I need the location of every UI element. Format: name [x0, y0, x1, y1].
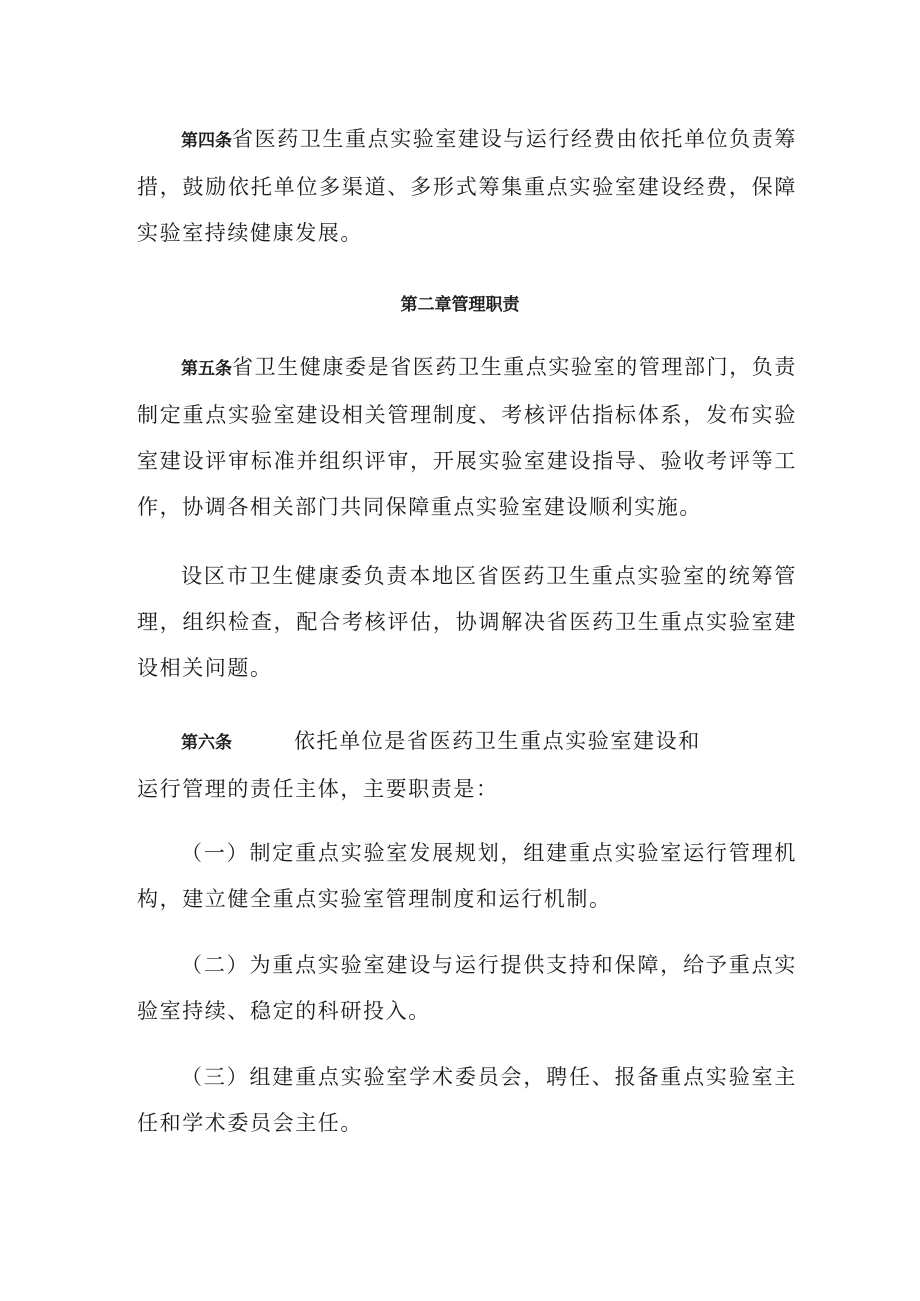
article-6-item-2: （二）为重点实验室建设与运行提供支持和保障，给予重点实验室持续、稳定的科研投入。: [137, 953, 797, 1023]
article-5-paragraph-2: 设区市卫生健康委负责本地区省医药卫生重点实验室的统筹管理，组织检查，配合考核评估，协调解决省医药卫生重点实验室建设相关问题。: [137, 564, 797, 680]
article-6-item-3: （三）组建重点实验室学术委员会，聘任、报备重点实验室主任和学术委员会主任。: [137, 1065, 797, 1135]
article-6-item-1: （一）制定重点实验室发展规划，组建重点实验室运行管理机构，建立健全重点实验室管理制度和运行机制。: [137, 841, 797, 911]
article-5-text: 省卫生健康委是省医药卫生重点实验室的管理部门，负责制定重点实验室建设相关管理制度、考核评估指标体系，发布实验室建设评审标准并组织评审，开展实验室建设指导、验收考评等工作，协调各相关部门共同保障重点实验室建设顺利实施。: [137, 355, 797, 519]
article-4-label: 第四条: [181, 131, 232, 151]
article-6-label: 第六条: [181, 733, 232, 753]
article-6-paragraph: [137, 718, 797, 812]
article-6-line-1: [137, 718, 797, 766]
article-6-text-1: 依托单位是省医药卫生重点实验室建设和: [294, 729, 701, 753]
article-4-paragraph: [137, 116, 797, 256]
article-5-label: 第五条: [181, 359, 232, 379]
article-6-line-2: 运行管理的责任主体，主要职责是：: [137, 777, 499, 801]
article-5-paragraph: [137, 344, 797, 530]
article-4-text: 省医药卫生重点实验室建设与运行经费由依托单位负责筹措，鼓励依托单位多渠道、多形式筹集重点实验室建设经费，保障实验室持续健康发展。: [137, 127, 797, 245]
chapter-2-heading: 第二章管理职责: [400, 295, 520, 315]
